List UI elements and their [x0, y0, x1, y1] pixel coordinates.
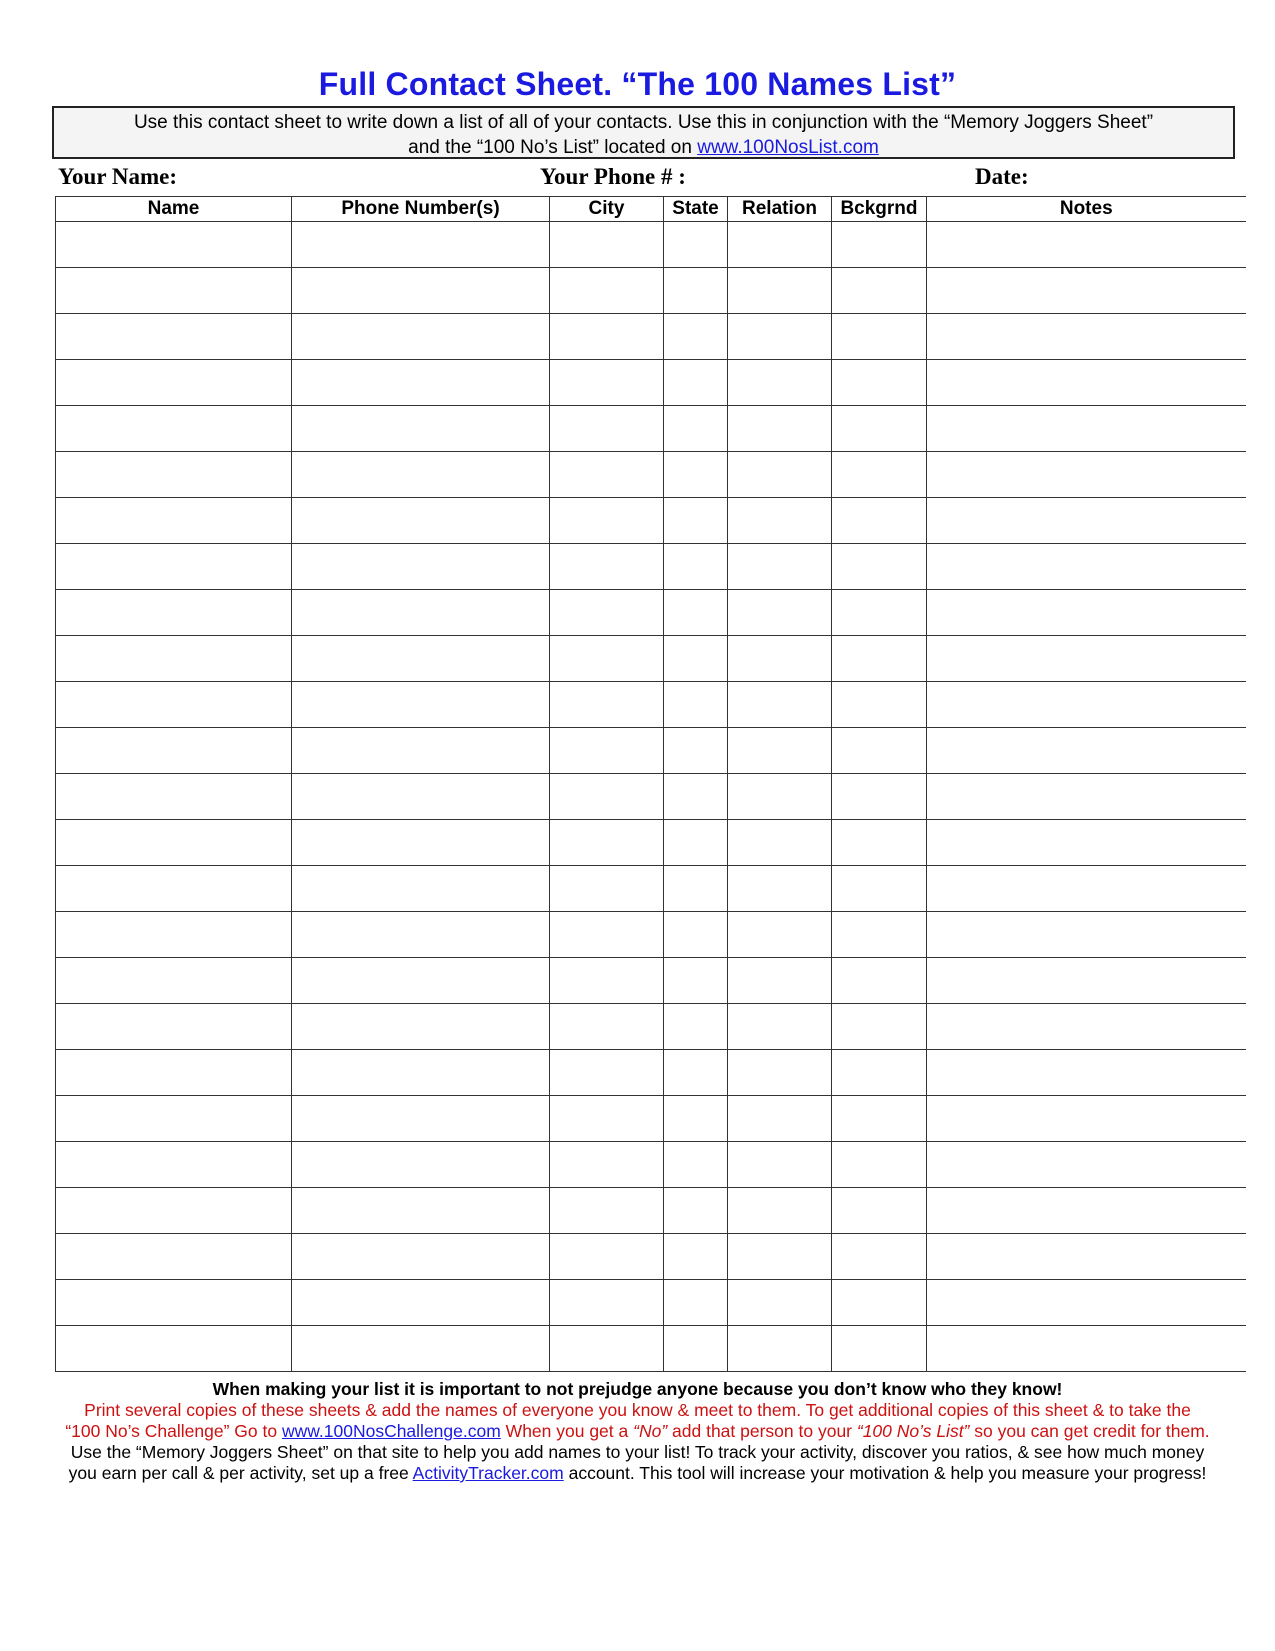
cell-relation[interactable]	[728, 1050, 832, 1096]
cell-phone[interactable]	[292, 1050, 550, 1096]
cell-city[interactable]	[550, 268, 664, 314]
cell-phone[interactable]	[292, 1096, 550, 1142]
cell-state[interactable]	[664, 1096, 728, 1142]
cell-city[interactable]	[550, 1280, 664, 1326]
instructions-line-1: Use this contact sheet to write down a list of all of your contacts. Use this in conjunction with the “Memory Joggers Sheet”	[133, 112, 1154, 133]
cell-relation[interactable]	[728, 728, 832, 774]
cell-relation[interactable]	[728, 314, 832, 360]
cell-name[interactable]	[56, 1004, 292, 1050]
cell-phone[interactable]	[292, 1142, 550, 1188]
cell-phone[interactable]	[292, 590, 550, 636]
cell-background[interactable]	[832, 590, 927, 636]
cell-notes[interactable]	[927, 1096, 1246, 1142]
cell-name[interactable]	[56, 406, 292, 452]
cell-name[interactable]	[56, 452, 292, 498]
cell-notes[interactable]	[927, 452, 1246, 498]
cell-state[interactable]	[664, 360, 728, 406]
footer-red-text-a: “100 No’s Challenge” Go to	[65, 1421, 282, 1441]
cell-city[interactable]	[550, 1142, 664, 1188]
cell-notes[interactable]	[927, 728, 1246, 774]
table-row	[56, 682, 1246, 728]
column-header-city: City	[550, 197, 664, 222]
cell-background[interactable]	[832, 1326, 927, 1372]
cell-state[interactable]	[664, 1004, 728, 1050]
cell-notes[interactable]	[927, 314, 1246, 360]
cell-relation[interactable]	[728, 498, 832, 544]
activity-tracker-link[interactable]: ActivityTracker.com	[412, 1463, 564, 1483]
cell-city[interactable]	[550, 498, 664, 544]
cell-background[interactable]	[832, 1142, 927, 1188]
cell-phone[interactable]	[292, 820, 550, 866]
cell-name[interactable]	[56, 498, 292, 544]
cell-relation[interactable]	[728, 1142, 832, 1188]
table-row	[56, 314, 1246, 360]
cell-city[interactable]	[550, 1326, 664, 1372]
cell-name[interactable]	[56, 1280, 292, 1326]
cell-phone[interactable]	[292, 222, 550, 268]
cell-background[interactable]	[832, 452, 927, 498]
cell-name[interactable]	[56, 1096, 292, 1142]
table-row	[56, 1188, 1246, 1234]
cell-notes[interactable]	[927, 1188, 1246, 1234]
footer-red-text-d: so you can get credit for them.	[969, 1421, 1210, 1441]
cell-notes[interactable]	[927, 498, 1246, 544]
cell-state[interactable]	[664, 590, 728, 636]
cell-phone[interactable]	[292, 268, 550, 314]
cell-city[interactable]	[550, 222, 664, 268]
cell-phone[interactable]	[292, 728, 550, 774]
footer-warning: When making your list it is important to not prejudge anyone because you don’t know who they know!	[212, 1379, 1063, 1399]
table-row	[56, 268, 1246, 314]
table-body	[56, 222, 1246, 1372]
cell-city[interactable]	[550, 452, 664, 498]
cell-name[interactable]	[56, 958, 292, 1004]
cell-background[interactable]	[832, 544, 927, 590]
cell-phone[interactable]	[292, 1234, 550, 1280]
cell-city[interactable]	[550, 1096, 664, 1142]
cell-name[interactable]	[56, 544, 292, 590]
cell-state[interactable]	[664, 636, 728, 682]
cell-city[interactable]	[550, 682, 664, 728]
cell-phone[interactable]	[292, 498, 550, 544]
your-name-label: Your Name:	[58, 164, 178, 189]
cell-phone[interactable]	[292, 912, 550, 958]
cell-state[interactable]	[664, 268, 728, 314]
cell-state[interactable]	[664, 912, 728, 958]
cell-background[interactable]	[832, 268, 927, 314]
cell-background[interactable]	[832, 314, 927, 360]
cell-relation[interactable]	[728, 590, 832, 636]
cell-name[interactable]	[56, 314, 292, 360]
footer-red-line-2	[0, 1421, 1275, 1442]
cell-notes[interactable]	[927, 590, 1246, 636]
cell-notes[interactable]	[927, 682, 1246, 728]
cell-city[interactable]	[550, 820, 664, 866]
footer-red-no: “No”	[633, 1421, 668, 1441]
instructions-box	[52, 106, 1235, 159]
cell-phone[interactable]	[292, 774, 550, 820]
cell-phone[interactable]	[292, 636, 550, 682]
cell-background[interactable]	[832, 498, 927, 544]
footer-line-3: Use the “Memory Joggers Sheet” on that site to help you add names to your list! To track your activity, discover you ratios, & see how much money	[70, 1442, 1205, 1462]
cell-state[interactable]	[664, 866, 728, 912]
cell-background[interactable]	[832, 360, 927, 406]
cell-name[interactable]	[56, 590, 292, 636]
cell-relation[interactable]	[728, 1188, 832, 1234]
table-row	[56, 1096, 1246, 1142]
cell-phone[interactable]	[292, 1326, 550, 1372]
cell-notes[interactable]	[927, 912, 1246, 958]
cell-notes[interactable]	[927, 1050, 1246, 1096]
cell-notes[interactable]	[927, 1004, 1246, 1050]
table-row	[56, 774, 1246, 820]
cell-phone[interactable]	[292, 452, 550, 498]
cell-notes[interactable]	[927, 268, 1246, 314]
table-row	[56, 636, 1246, 682]
cell-notes[interactable]	[927, 774, 1246, 820]
footer-line-4-text-a: you earn per call & per activity, set up a free	[68, 1463, 413, 1483]
nos-list-link[interactable]: www.100NosList.com	[697, 137, 879, 158]
table-row	[56, 544, 1246, 590]
cell-background[interactable]	[832, 1188, 927, 1234]
column-header-name: Name	[56, 197, 292, 222]
table-row	[56, 590, 1246, 636]
cell-city[interactable]	[550, 1050, 664, 1096]
cell-city[interactable]	[550, 774, 664, 820]
footer-red-list: “100 No’s List”	[856, 1421, 970, 1441]
cell-background[interactable]	[832, 958, 927, 1004]
cell-background[interactable]	[832, 1050, 927, 1096]
cell-notes[interactable]	[927, 544, 1246, 590]
cell-relation[interactable]	[728, 774, 832, 820]
cell-state[interactable]	[664, 682, 728, 728]
cell-state[interactable]	[664, 1188, 728, 1234]
cell-name[interactable]	[56, 682, 292, 728]
footer-red-text-b: When you get a	[500, 1421, 634, 1441]
cell-relation[interactable]	[728, 360, 832, 406]
cell-relation[interactable]	[728, 866, 832, 912]
table-row	[56, 1050, 1246, 1096]
column-header-phone: Phone Number(s)	[292, 197, 550, 222]
table-row	[56, 728, 1246, 774]
cell-background[interactable]	[832, 728, 927, 774]
cell-phone[interactable]	[292, 958, 550, 1004]
cell-state[interactable]	[664, 1050, 728, 1096]
cell-background[interactable]	[832, 1004, 927, 1050]
cell-name[interactable]	[56, 360, 292, 406]
cell-relation[interactable]	[728, 222, 832, 268]
cell-city[interactable]	[550, 1004, 664, 1050]
cell-relation[interactable]	[728, 544, 832, 590]
cell-state[interactable]	[664, 222, 728, 268]
table-row	[56, 498, 1246, 544]
instructions-line-2-text: and the “100 No’s List” located on	[408, 137, 698, 158]
cell-background[interactable]	[832, 1096, 927, 1142]
cell-city[interactable]	[550, 866, 664, 912]
footer-red-line-1: Print several copies of these sheets & add the names of everyone you know & meet to them. To get additional copies of this sheet & to take the	[84, 1400, 1191, 1420]
cell-notes[interactable]	[927, 958, 1246, 1004]
cell-city[interactable]	[550, 590, 664, 636]
cell-state[interactable]	[664, 958, 728, 1004]
cell-state[interactable]	[664, 1280, 728, 1326]
contacts-table	[55, 196, 1246, 1372]
table-row	[56, 1004, 1246, 1050]
cell-background[interactable]	[832, 1280, 927, 1326]
cell-relation[interactable]	[728, 1004, 832, 1050]
table-row	[56, 1234, 1246, 1280]
cell-relation[interactable]	[728, 452, 832, 498]
cell-state[interactable]	[664, 406, 728, 452]
cell-background[interactable]	[832, 1234, 927, 1280]
cell-notes[interactable]	[927, 1234, 1246, 1280]
cell-state[interactable]	[664, 314, 728, 360]
cell-relation[interactable]	[728, 1096, 832, 1142]
cell-relation[interactable]	[728, 268, 832, 314]
cell-name[interactable]	[56, 1142, 292, 1188]
cell-notes[interactable]	[927, 866, 1246, 912]
table-row	[56, 866, 1246, 912]
cell-relation[interactable]	[728, 1326, 832, 1372]
page-title: Full Contact Sheet. “The 100 Names List”	[318, 66, 957, 102]
cell-state[interactable]	[664, 452, 728, 498]
cell-state[interactable]	[664, 1326, 728, 1372]
cell-phone[interactable]	[292, 682, 550, 728]
table-row	[56, 406, 1246, 452]
column-header-notes: Notes	[927, 197, 1246, 222]
cell-city[interactable]	[550, 406, 664, 452]
cell-background[interactable]	[832, 222, 927, 268]
column-header-relation: Relation	[728, 197, 832, 222]
cell-notes[interactable]	[927, 360, 1246, 406]
date-label: Date:	[975, 164, 1029, 189]
cell-name[interactable]	[56, 636, 292, 682]
cell-relation[interactable]	[728, 1234, 832, 1280]
cell-name[interactable]	[56, 912, 292, 958]
cell-city[interactable]	[550, 314, 664, 360]
footer-line-4-text-b: account. This tool will increase your motivation & help you measure your progress!	[563, 1463, 1207, 1483]
column-header-state: State	[664, 197, 728, 222]
footer-red-text-c: add that person to your	[667, 1421, 857, 1441]
cell-name[interactable]	[56, 820, 292, 866]
cell-city[interactable]	[550, 544, 664, 590]
table-row	[56, 222, 1246, 268]
cell-relation[interactable]	[728, 820, 832, 866]
cell-background[interactable]	[832, 636, 927, 682]
table-row	[56, 958, 1246, 1004]
cell-phone[interactable]	[292, 866, 550, 912]
cell-name[interactable]	[56, 1326, 292, 1372]
cell-state[interactable]	[664, 1234, 728, 1280]
table-row	[56, 1280, 1246, 1326]
cell-notes[interactable]	[927, 636, 1246, 682]
cell-notes[interactable]	[927, 1142, 1246, 1188]
cell-name[interactable]	[56, 728, 292, 774]
instructions-line-2	[54, 135, 1233, 160]
cell-background[interactable]	[832, 406, 927, 452]
cell-name[interactable]	[56, 1234, 292, 1280]
cell-state[interactable]	[664, 774, 728, 820]
table-row	[56, 360, 1246, 406]
cell-background[interactable]	[832, 682, 927, 728]
cell-phone[interactable]	[292, 1004, 550, 1050]
cell-phone[interactable]	[292, 360, 550, 406]
cell-state[interactable]	[664, 728, 728, 774]
cell-relation[interactable]	[728, 912, 832, 958]
cell-name[interactable]	[56, 866, 292, 912]
cell-state[interactable]	[664, 820, 728, 866]
cell-name[interactable]	[56, 1050, 292, 1096]
cell-phone[interactable]	[292, 314, 550, 360]
cell-city[interactable]	[550, 360, 664, 406]
cell-relation[interactable]	[728, 682, 832, 728]
cell-notes[interactable]	[927, 222, 1246, 268]
cell-phone[interactable]	[292, 1188, 550, 1234]
cell-state[interactable]	[664, 498, 728, 544]
cell-relation[interactable]	[728, 406, 832, 452]
cell-state[interactable]	[664, 544, 728, 590]
table-row	[56, 1326, 1246, 1372]
cell-relation[interactable]	[728, 636, 832, 682]
cell-name[interactable]	[56, 1188, 292, 1234]
cell-city[interactable]	[550, 728, 664, 774]
table-row	[56, 912, 1246, 958]
cell-phone[interactable]	[292, 406, 550, 452]
cell-background[interactable]	[832, 912, 927, 958]
cell-background[interactable]	[832, 774, 927, 820]
header-row	[56, 197, 1246, 222]
cell-notes[interactable]	[927, 1326, 1246, 1372]
footer-notes	[0, 1379, 1275, 1484]
cell-name[interactable]	[56, 774, 292, 820]
your-phone-label: Your Phone # :	[540, 164, 686, 189]
challenge-link[interactable]: www.100NosChallenge.com	[281, 1421, 501, 1441]
table-row	[56, 452, 1246, 498]
cell-city[interactable]	[550, 958, 664, 1004]
cell-name[interactable]	[56, 268, 292, 314]
cell-state[interactable]	[664, 1142, 728, 1188]
cell-relation[interactable]	[728, 958, 832, 1004]
cell-name[interactable]	[56, 222, 292, 268]
cell-background[interactable]	[832, 820, 927, 866]
cell-city[interactable]	[550, 1188, 664, 1234]
cell-city[interactable]	[550, 1234, 664, 1280]
cell-background[interactable]	[832, 866, 927, 912]
cell-phone[interactable]	[292, 1280, 550, 1326]
cell-phone[interactable]	[292, 544, 550, 590]
cell-city[interactable]	[550, 636, 664, 682]
cell-notes[interactable]	[927, 1280, 1246, 1326]
cell-relation[interactable]	[728, 1280, 832, 1326]
cell-notes[interactable]	[927, 406, 1246, 452]
cell-city[interactable]	[550, 912, 664, 958]
cell-notes[interactable]	[927, 820, 1246, 866]
table-row	[56, 820, 1246, 866]
column-header-background: Bckgrnd	[832, 197, 927, 222]
table-row	[56, 1142, 1246, 1188]
footer-line-4	[0, 1463, 1275, 1484]
